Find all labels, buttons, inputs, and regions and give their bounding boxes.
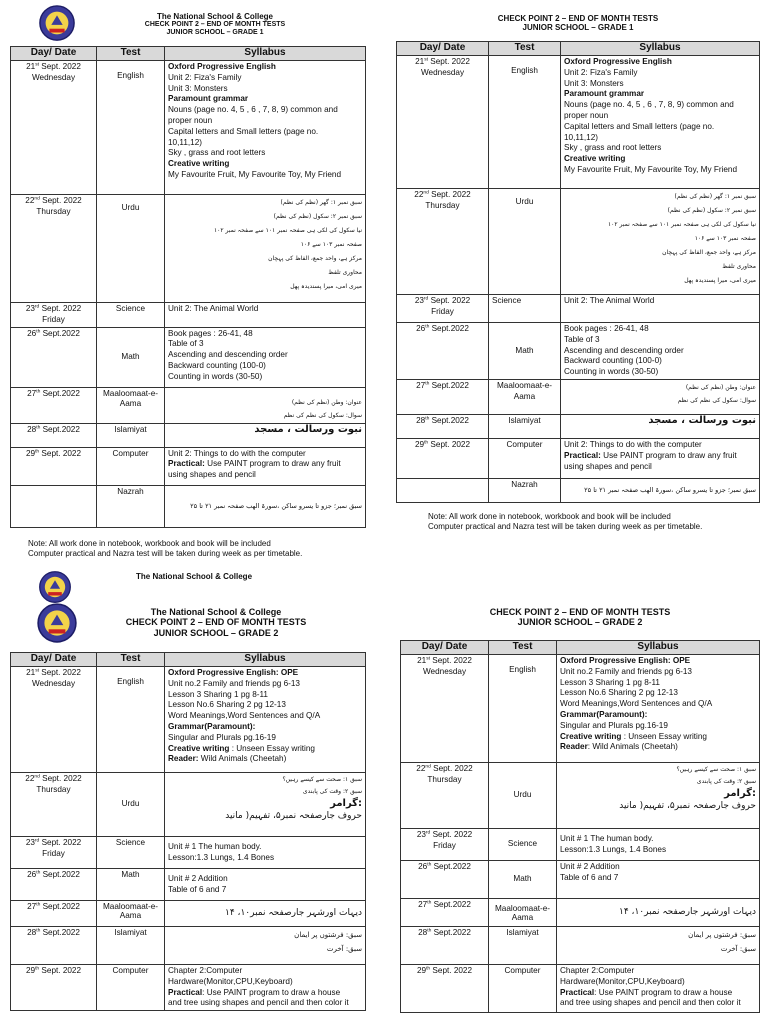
test-cell: Math [489,323,561,380]
date-cell: 22nd Sept. 2022 Thursday [397,189,489,295]
test-title: CHECK POINT 2 – END OF MONTH TESTS [489,607,671,617]
test-cell: Computer [97,447,165,485]
table-row [397,439,760,479]
test-title: CHECK POINT 2 – END OF MONTH TESTS [144,21,286,29]
syllabus-cell: Unit 2: Things to do with the computer Practical: Use PAINT program to draw any fruit using shapes and pencil [165,447,366,485]
test-cell: Maaloomaat-e-Aama [97,387,165,423]
col-header-syllabus: Syllabus [165,653,366,667]
test-cell: Computer [489,965,557,1013]
table-row [11,485,366,527]
date-cell: 26th Sept.2022 [397,323,489,380]
syllabus-cell: Unit # 2 Addition Table of 6 and 7 [557,861,760,899]
test-cell: Urdu [489,189,561,295]
test-cell: Science [97,837,165,869]
table-row [401,927,760,965]
date-cell: 26th Sept.2022 [401,861,489,899]
test-cell: Science [489,829,557,861]
table-row [11,61,366,195]
syllabus-cell: Unit 2: The Animal World [165,303,366,328]
syllabus-cell: Unit # 1 The human body. Lesson:1.3 Lungs, 1.4 Bones [165,837,366,869]
date-cell: 21st Sept. 2022 Wednesday [11,61,97,195]
test-cell: Science [489,295,561,323]
test-cell: Urdu [97,195,165,303]
syllabus-cell: سبق نمبر ۱: گھر (نظم کی نظم) سبق نمبر ۲: سکول (نظم کی نظم) نیا سکول کی لکی ہی صفحہ نمبر ۱۰۱ سے صفحہ نمبر ۱۰۲ صفحہ نمبر ۱۰۳ سے ۱۰۶ مرکز ہے، واحد جمع، الفاظ کی پہچان محاوری تلفظ میری امی، میرا پسندیدہ پھل [561,189,760,295]
test-cell: Maaloomaat-e-Aama [489,380,561,415]
table-row [11,423,366,447]
col-header-date: Day/ Date [11,653,97,667]
test-cell: Computer [489,439,561,479]
date-cell: 28th Sept.2022 [401,927,489,965]
syllabus-cell: Oxford Progressive English: OPE Unit no.2 Family and friends pg 6-13 Lesson 3 Sharing 1 pg 8-11 Lesson No.6 Sharing 2 pg 12-13 Word Meanings,Word Sentences and Q/A Grammar(Paramount): Singular and Plurals pg.16-19 Creative writing : Unseen Essay writing Reader: Wild Animals (Cheetah) [165,667,366,773]
table-row [11,869,366,901]
syllabus-cell: Oxford Progressive English: OPE Unit no.2 Family and friends pg 6-13 Lesson 3 Sharing 1 pg 8-11 Lesson No.6 Sharing 2 pg 12-13 Word Meanings,Word Sentences and Q/A Grammar(Paramount): Singular and Plurals pg.16-19 Creative writing : Unseen Essay writing Reader: Wild Animals (Cheetah) [557,655,760,763]
school-name: The National School & College [136,572,253,581]
test-cell: Maaloomaat-e-Aama [489,899,557,927]
syllabus-cell: سبق ۱: صحت سے کیسے رہیں؟ سبق ۲: وقت کی پابندی :گرامر حروف جارصفحہ نمبر۵، تفہیم( مانید [165,773,366,837]
grade-subtitle: JUNIOR SCHOOL – GRADE 2 [517,617,643,628]
school-logo-icon [38,4,76,42]
table-row [11,837,366,869]
date-cell: 27th Sept.2022 [11,901,97,927]
table-row [11,773,366,837]
test-cell: Math [489,861,557,899]
date-cell: 28th Sept.2022 [11,927,97,965]
table-row [397,380,760,415]
test-cell: Urdu [489,763,557,829]
syllabus-cell: سبق نمبر؛ جزو تا یسرو ساکن ،سورۃ الھب صفحہ نمبر ۲۱ تا ۲۵ [561,479,760,503]
syllabus-cell: Book pages : 26-41, 48 Table of 3 Ascending and descending order Backward counting (100-0) Counting in words (30-50) [165,327,366,387]
school-logo-icon [38,570,72,604]
syllabus-table [396,41,760,503]
date-cell: 26th Sept.2022 [11,869,97,901]
table-row [397,323,760,380]
date-cell: 29th Sept. 2022 [11,965,97,1011]
table-row [11,927,366,965]
table-row [11,195,366,303]
table-row [11,901,366,927]
syllabus-cell: Unit # 1 The human body. Lesson:1.3 Lungs, 1.4 Bones [557,829,760,861]
col-header-date: Day/ Date [11,47,97,61]
syllabus-table [10,46,366,528]
syllabus-cell: Unit 2: The Animal World [561,295,760,323]
table-row [11,965,366,1011]
table-row [401,899,760,927]
col-header-syllabus: Syllabus [165,47,366,61]
col-header-test: Test [489,641,557,655]
table-row [401,965,760,1013]
table-row [11,387,366,423]
table-row [397,56,760,189]
test-cell: English [97,61,165,195]
date-cell: 21st Sept. 2022 Wednesday [397,56,489,189]
col-header-test: Test [97,653,165,667]
syllabus-table [400,640,760,1013]
date-cell: 29th Sept. 2022 [397,439,489,479]
date-cell: 29th Sept. 2022 [11,447,97,485]
date-cell: 23rd Sept. 2022 Friday [11,303,97,328]
syllabus-cell: سبق نمبر؛ جزو تا یسرو ساکن ،سورۃ الھب صفحہ نمبر ۲۱ تا ۲۵ [165,485,366,527]
syllabus-cell: Oxford Progressive English Unit 2: Fiza's Family Unit 3: Monsters Paramount grammar Nouns (page no. 4, 5 , 6 , 7, 8, 9) common and proper noun Capital letters and Small letters (page no. 10,11,12) Sky , grass and root letters Creative writing My Favourite Fruit, My Favourite Toy, My Friend [561,56,760,189]
col-header-test: Test [489,42,561,56]
grade-subtitle: JUNIOR SCHOOL – GRADE 1 [522,23,634,33]
date-cell: 27th Sept.2022 [11,387,97,423]
syllabus-cell: Unit 2: Things to do with the computer Practical: Use PAINT program to draw any fruit using shapes and pencil [561,439,760,479]
note: Note: All work done in notebook, workbook and book will be included Computer practical and Nazra test will be taken during week as per timetable. [428,512,703,531]
table-row [401,655,760,763]
test-cell: Math [97,327,165,387]
test-cell: Islamiyat [97,927,165,965]
date-cell [397,479,489,503]
date-cell: 27th Sept.2022 [397,380,489,415]
syllabus-cell: سبق ۱: صحت سے کیسے رہیں؟ سبق ۲: وقت کی پابندی :گرامر حروف جارصفحہ نمبر۵، تفہیم( مانید [557,763,760,829]
date-cell: 23rd Sept. 2022 Friday [11,837,97,869]
test-cell: Urdu [97,773,165,837]
syllabus-cell: دیہات اورشہر جارصفحہ نمبر۱۰، ۱۴ [165,901,366,927]
test-cell: English [489,56,561,189]
syllabus-cell: سبق: فرشتوں پر ایمان سبق: آخرت [557,927,760,965]
syllabus-cell: سبق نمبر ۱: گھر (نظم کی نظم) سبق نمبر ۲: سکول (نظم کی نظم) نیا سکول کی لکی ہی صفحہ نمبر ۱۰۱ سے صفحہ نمبر ۱۰۲ صفحہ نمبر ۱۰۳ سے ۱۰۶ مرکز ہے، واحد جمع، الفاظ کی پہچان محاوری تلفظ میری امی، میرا پسندیدہ پھل [165,195,366,303]
date-cell: 22nd Sept. 2022 Thursday [11,195,97,303]
syllabus-cell: Book pages : 26-41, 48 Table of 3 Ascending and descending order Backward counting (100-0) Counting in words (30-50) [561,323,760,380]
table-row [401,763,760,829]
table-row [397,295,760,323]
test-cell: Islamiyat [489,415,561,439]
test-title: CHECK POINT 2 – END OF MONTH TESTS [125,617,307,628]
note: Note: All work done in notebook, workbook and book will be included Computer practical and Nazra test will be taken during week as per timetable. [28,539,303,558]
table-row [11,667,366,773]
table-row [11,327,366,387]
grade-subtitle: JUNIOR SCHOOL – GRADE 1 [166,29,264,37]
date-cell: 23rd Sept. 2022 Friday [397,295,489,323]
syllabus-cell: عنوان: وطن (نظم کی نظم) سوال: سکول کی نظم کی نظم [561,380,760,415]
col-header-date: Day/ Date [401,641,489,655]
test-cell: Maaloomaat-e-Aama [97,901,165,927]
date-cell: 29th Sept. 2022 [401,965,489,1013]
school-name: The National School & College [156,12,273,21]
table-row [11,303,366,328]
date-cell: 21st Sept. 2022 Wednesday [11,667,97,773]
date-cell: 23rd Sept. 2022 Friday [401,829,489,861]
table-row [397,415,760,439]
syllabus-cell: دیہات اورشہر جارصفحہ نمبر۱۰، ۱۴ [557,899,760,927]
col-header-syllabus: Syllabus [557,641,760,655]
date-cell: 26th Sept.2022 [11,327,97,387]
col-header-date: Day/ Date [397,42,489,56]
syllabus-cell: نبوت ورسالت ، مسجد [165,423,366,447]
date-cell: 22nd Sept. 2022 Thursday [11,773,97,837]
test-cell: Islamiyat [97,423,165,447]
test-cell: Science [97,303,165,328]
syllabus-cell: Chapter 2:Computer Hardware(Monitor,CPU,Keyboard) Practical: Use PAINT program to draw a house and tree using shapes and pencil and then color it [557,965,760,1013]
date-cell [11,485,97,527]
syllabus-cell: Oxford Progressive English Unit 2: Fiza's Family Unit 3: Monsters Paramount grammar Nouns (page no. 4, 5 , 6 , 7, 8, 9) common and proper noun Capital letters and Small letters (page no. 10,11,12) Sky , grass and root letters Creative writing My Favourite Fruit, My Favourite Toy, My Friend [165,61,366,195]
school-name: The National School & College [150,607,282,617]
test-cell: English [489,655,557,763]
grade-subtitle: JUNIOR SCHOOL – GRADE 2 [153,627,279,638]
table-row [11,447,366,485]
test-cell: Nazrah [97,485,165,527]
col-header-syllabus: Syllabus [561,42,760,56]
test-cell: Islamiyat [489,927,557,965]
date-cell: 28th Sept.2022 [397,415,489,439]
test-cell: Computer [97,965,165,1011]
date-cell: 22nd Sept. 2022 Thursday [401,763,489,829]
syllabus-table [10,652,366,1011]
table-row [401,829,760,861]
syllabus-cell: عنوان: وطن (نظم کی نظم) سوال: سکول کی نظم کی نظم [165,387,366,423]
col-header-test: Test [97,47,165,61]
school-logo-icon [36,602,78,644]
test-title: CHECK POINT 2 – END OF MONTH TESTS [497,14,659,23]
test-cell: Math [97,869,165,901]
date-cell: 21st Sept. 2022 Wednesday [401,655,489,763]
date-cell: 28th Sept.2022 [11,423,97,447]
table-row [397,189,760,295]
syllabus-cell: نبوت ورسالت ، مسجد [561,415,760,439]
syllabus-cell: Chapter 2:Computer Hardware(Monitor,CPU,Keyboard) Practical: Use PAINT program to draw a house and tree using shapes and pencil and then color it [165,965,366,1011]
test-cell: Nazrah [489,479,561,503]
date-cell: 27th Sept.2022 [401,899,489,927]
test-cell: English [97,667,165,773]
syllabus-cell: Unit # 2 Addition Table of 6 and 7 [165,869,366,901]
table-row [401,861,760,899]
table-row [397,479,760,503]
syllabus-cell: سبق: فرشتوں پر ایمان سبق: آخرت [165,927,366,965]
